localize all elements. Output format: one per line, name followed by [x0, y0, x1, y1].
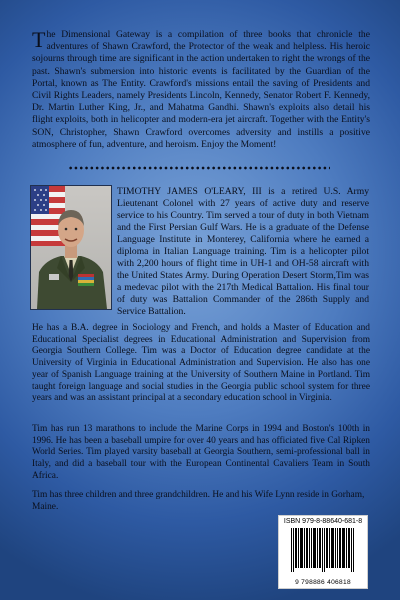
book-blurb	[32, 29, 370, 151]
dotted-divider	[68, 166, 330, 170]
author-photo	[30, 185, 112, 310]
author-bio-paragraph-1: TIMOTHY JAMES O'LEARY, III is a retired U.S. Army Lieutenant Colonel with 27 years of active duty and reserve service to his Country. Tim served a tour of duty in both Vietnam and the First Persian Gulf Wars. He is a graduate of the Defense Language Institute in Monterey, California where he earned a diploma in Italian Language training. Tim is a helicopter pilot with 2,200 hours of flight time in UH-1 and OH-58 aircraft with the United States Army. During Operation Desert Storm,Tim was a medevac pilot with the 217th Medical Battalion. His final tour of duty was Battalion Commander of the 286th Supply and Service Battalion.	[117, 186, 369, 318]
blurb-dropcap: T	[32, 27, 46, 52]
isbn-label: ISBN 979-8-88640-681-8	[283, 518, 363, 525]
author-portrait-icon	[31, 186, 111, 309]
author-bio-paragraph-2: He has a B.A. degree in Sociology and French, and holds a Master of Education and Educational Specialist degrees in Educational Administration and Supervision from Georgia Southern College. Tim was a Doctor of Education degree candidate at the University of Virginia in Educational Administration and Supervision. He also has one year of Spanish Language training at the University of Southern Maine in Portland. Tim taught foreign language and social studies in the Georgia public school system for three years and was an assistant principal at a secondary education school in Virginia.	[32, 323, 370, 404]
author-bio-paragraph-3: Tim has run 13 marathons to include the Marine Corps in 1994 and Boston's 100th in 1996. He has been a baseball umpire for over 40 years and has officiated five Cal Ripken World Series. Tim played varsity baseball at Georgia Southern, semi-professional ball in Italy, and did a baseball tour with the European Continental Cavaliers Team in South Africa.	[32, 424, 370, 481]
blurb-text: he Dimensional Gateway is a compilation of three books that chronicle the adventures of Shawn Crawford, the Protector of the weak and helpless. His heroic sojourns through time are significant in the action undertaken to right the wrongs of the past. Shawn's submersion into historic events is facilitated by the Guardian of the Portal, known as The Entity. Crawford's missions entail the saving of Presidents and Civil Rights Leaders, namely Presidents Lincoln, Kennedy, Senator Robert F. Kennedy, Dr. Martin Luther King, Jr., and Mahatma Gandhi. Shawn's exploits also detail his flight exploits, both in helicopter and modern-era jet aircraft. Together with the Entity's SON, Christopher, Shawn Crawford overcomes adversity and instills a positive atmosphere of fun, adventure, and heroism. Enjoy the Moment!	[32, 29, 370, 150]
barcode-icon	[291, 528, 355, 572]
isbn-barcode	[278, 515, 368, 589]
author-bio-paragraph-4: Tim has three children and three grandchildren. He and his Wife Lynn reside in Gorham, Maine.	[32, 490, 365, 512]
barcode-digits: 9 798886 406818	[295, 579, 351, 586]
